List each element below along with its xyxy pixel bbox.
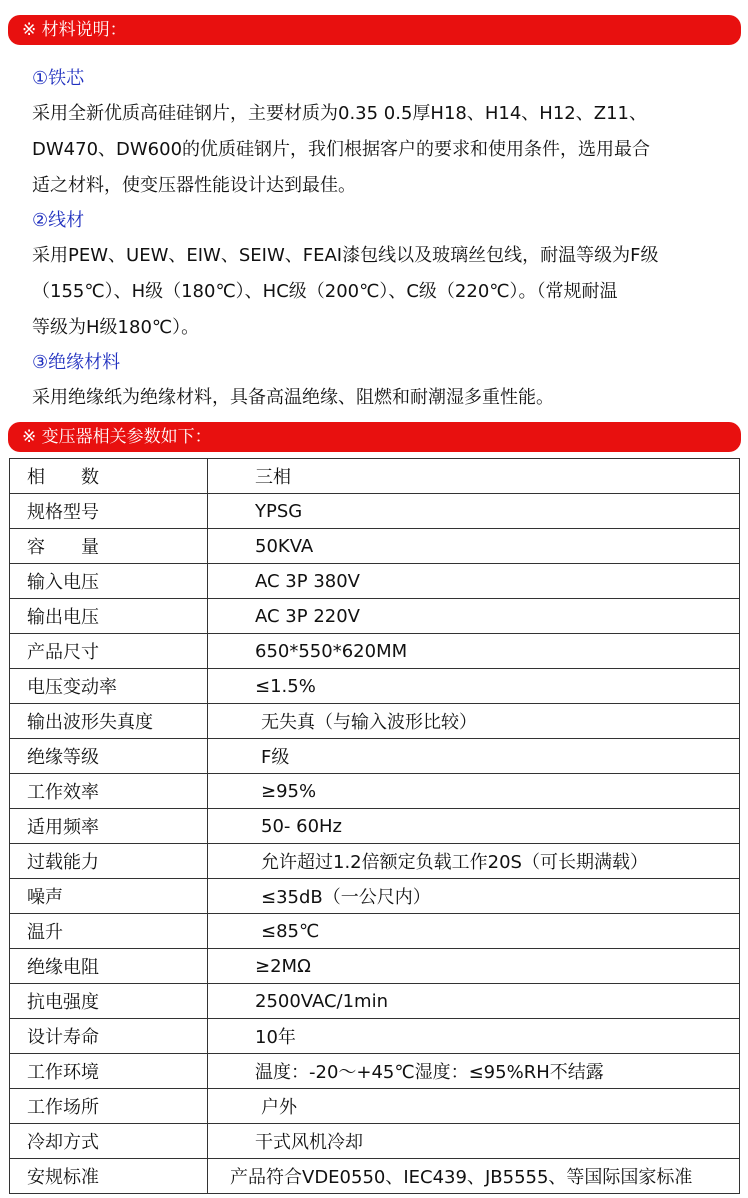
param-key: 电压变动率 — [10, 669, 208, 704]
param-key: 相 数 — [10, 459, 208, 494]
param-key: 过载能力 — [10, 844, 208, 879]
param-value: ≤85℃ — [208, 914, 740, 949]
table-row — [10, 1124, 740, 1159]
param-value: ≤1.5% — [208, 669, 740, 704]
param-value: ≤35dB（一公尺内） — [208, 879, 740, 914]
table-row — [10, 634, 740, 669]
table-row — [10, 704, 740, 739]
table-row — [10, 949, 740, 984]
item-line: 等级为H级180℃）。 — [32, 317, 200, 338]
param-value: ≥2MΩ — [208, 949, 740, 984]
param-value: AC 3P 220V — [208, 599, 740, 634]
params-table — [9, 458, 740, 1194]
table-row — [10, 879, 740, 914]
param-value: AC 3P 380V — [208, 564, 740, 599]
param-value: 2500VAC/1min — [208, 984, 740, 1019]
param-key: 抗电强度 — [10, 984, 208, 1019]
param-key: 噪声 — [10, 879, 208, 914]
param-value: 户外 — [208, 1089, 740, 1124]
table-row — [10, 1019, 740, 1054]
param-value: 温度：-20～+45℃湿度：≤95%RH不结露 — [208, 1054, 740, 1089]
item-line: DW470、DW600的优质硅钢片，我们根据客户的要求和使用条件，选用最合 — [32, 139, 651, 160]
table-row — [10, 844, 740, 879]
table-row — [10, 494, 740, 529]
item-line: 采用绝缘纸为绝缘材料，具备高温绝缘、阻燃和耐潮湿多重性能。 — [32, 387, 554, 408]
table-row — [10, 599, 740, 634]
table-row — [10, 739, 740, 774]
param-key: 容 量 — [10, 529, 208, 564]
param-key: 规格型号 — [10, 494, 208, 529]
table-row — [10, 1159, 740, 1194]
table-row — [10, 529, 740, 564]
item-heading: ①铁芯 — [32, 68, 85, 89]
params-banner: ※ 变压器相关参数如下： — [8, 422, 741, 452]
param-value: 允许超过1.2倍额定负载工作20S（可长期满载） — [208, 844, 740, 879]
param-key: 适用频率 — [10, 809, 208, 844]
param-value: F级 — [208, 739, 740, 774]
param-value: 10年 — [208, 1019, 740, 1054]
materials-banner: ※ 材料说明： — [8, 15, 741, 45]
param-key: 输出波形失真度 — [10, 704, 208, 739]
param-value: 产品符合VDE0550、IEC439、JB5555、等国际国家标准 — [208, 1159, 740, 1194]
param-key: 工作场所 — [10, 1089, 208, 1124]
table-row — [10, 1054, 740, 1089]
param-key: 设计寿命 — [10, 1019, 208, 1054]
table-row — [10, 774, 740, 809]
item-line: 采用PEW、UEW、EIW、SEIW、FEAI漆包线以及玻璃丝包线，耐温等级为F级 — [32, 245, 659, 266]
param-key: 产品尺寸 — [10, 634, 208, 669]
materials-content — [32, 62, 740, 416]
param-value: YPSG — [208, 494, 740, 529]
table-row — [10, 459, 740, 494]
param-key: 冷却方式 — [10, 1124, 208, 1159]
param-value: 无失真（与输入波形比较） — [208, 704, 740, 739]
item-heading: ③绝缘材料 — [32, 352, 121, 373]
param-value: 50- 60Hz — [208, 809, 740, 844]
table-row — [10, 564, 740, 599]
param-value: ≥95% — [208, 774, 740, 809]
item-line: 采用全新优质高硅硅钢片，主要材质为0.35 0.5厚H18、H14、H12、Z11、 — [32, 103, 647, 124]
param-key: 温升 — [10, 914, 208, 949]
param-value: 三相 — [208, 459, 740, 494]
table-row — [10, 914, 740, 949]
param-value: 干式风机冷却 — [208, 1124, 740, 1159]
param-key: 绝缘电阻 — [10, 949, 208, 984]
table-row — [10, 984, 740, 1019]
item-line: 适之材料，使变压器性能设计达到最佳。 — [32, 175, 356, 196]
param-key: 工作效率 — [10, 774, 208, 809]
table-row — [10, 809, 740, 844]
param-key: 输入电压 — [10, 564, 208, 599]
item-heading: ②线材 — [32, 210, 85, 231]
param-key: 工作环境 — [10, 1054, 208, 1089]
table-row — [10, 1089, 740, 1124]
param-key: 安规标准 — [10, 1159, 208, 1194]
param-value: 50KVA — [208, 529, 740, 564]
param-value: 650*550*620MM — [208, 634, 740, 669]
param-key: 输出电压 — [10, 599, 208, 634]
table-row — [10, 669, 740, 704]
item-line: （155℃）、H级（180℃）、HC级（200℃）、C级（220℃）。（常规耐温 — [32, 281, 618, 302]
param-key: 绝缘等级 — [10, 739, 208, 774]
